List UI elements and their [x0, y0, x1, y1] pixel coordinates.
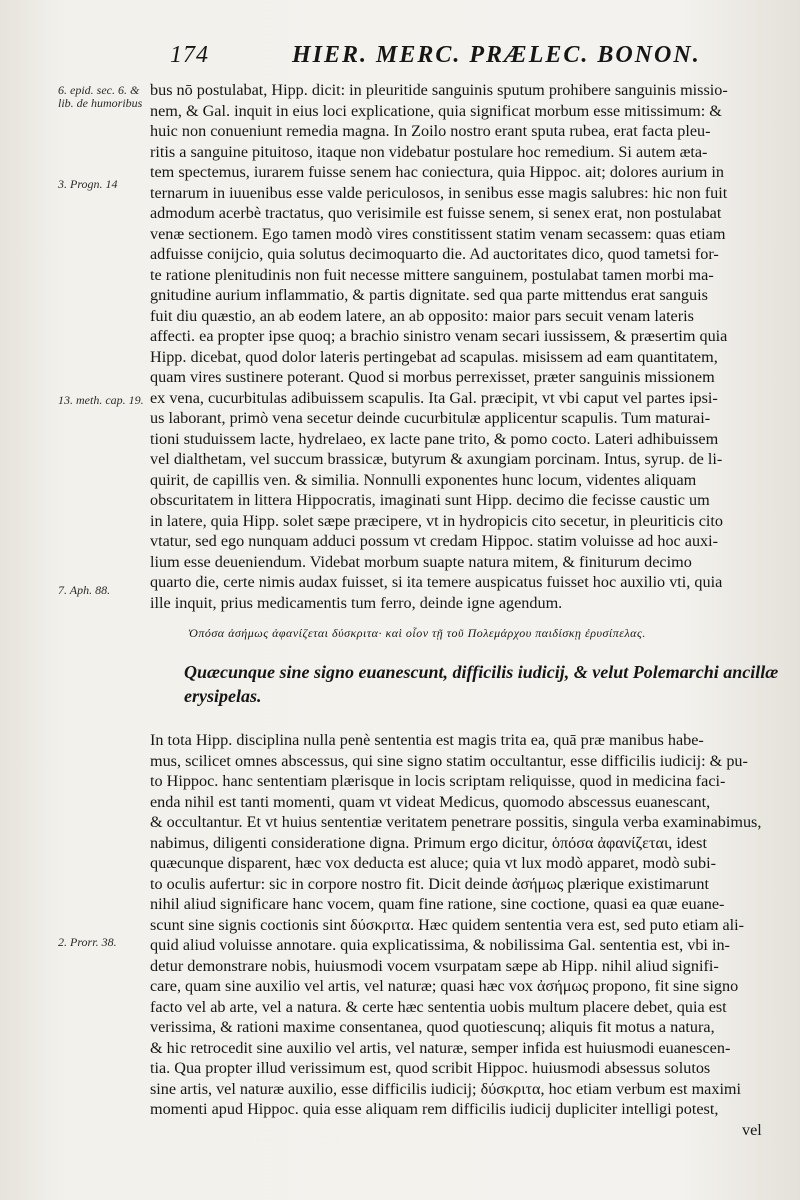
margin-note-progn: 3. Progn. 14 [58, 177, 118, 191]
text-line: & hic retrocedit sine auxilio vel artis, vel naturæ, semper infida est huiusmodi euanescen- [150, 1038, 731, 1057]
greek-aphorism: Ὁπόσα ἀσήμως ἀφανίζεται δύσκριτα· καὶ οἷον τῇ τοῦ Πολεμάρχου παιδίσκῃ ἐρυσίπελας. [188, 626, 646, 640]
text-line: sine artis, vel naturæ auxilio, esse difficilis iudicij; δύσκριτα, hoc etiam verbum est maximi [150, 1079, 742, 1098]
text-line: detur demonstrare nobis, huiusmodi vocem vsurpatam sæpe ab Hipp. nihil aliud signifi- [150, 956, 719, 975]
text-line: tia. Qua propter illud verissimum est, quod scribit Hippoc. huiusmodi absessus solutos [150, 1059, 711, 1077]
margin-note-epid: 6. epid. sec. 6. & lib. de humoribus [58, 83, 143, 110]
text-line: nihil aliud significare hanc vocem, quam fine ratione, sine coctione, quasi ea quæ euane- [150, 895, 725, 913]
text-line: momenti apud Hippoc. quia esse aliquam rem difficilis iudicij dupliciter intelligi potest, [150, 1100, 719, 1118]
catchword: vel [742, 1121, 762, 1139]
text-line: admodum acerbè tractatus, quo verisimile est fuisse senem, si senex erat, non postulabat [150, 204, 722, 222]
text-line: ille inquit, prius medicamentis tum ferro, deinde igne agendum. [150, 593, 563, 612]
text-line: ternarum in iuuenibus esse valde periculosos, in senibus esse magis salubres: hic non fuit [150, 183, 728, 202]
text-line: affecti. ea propter ipse quoq; a brachio sinistro venam secari iussissem, & præsertim quia [150, 327, 728, 345]
text-line: obscuritatem in littera Hippocratis, imaginati sunt Hipp. decimo die fecisse caustic um [150, 491, 710, 509]
text-line: nabimus, diligenti consideratione digna. Primum ergo dicitur, ὁπόσα ἀφανίζεται, idest [150, 833, 707, 852]
text-line: adfuisse conijcio, quia solutus decimoquarto die. Ad auctoritates dico, quod tametsi for- [150, 245, 719, 263]
running-head [170, 42, 770, 72]
text-line: quirit, de capillis ven. & similia. Nonnulli exponentes hunc locum, videntes aliquam [150, 470, 697, 489]
text-line: lium esse deueniendum. Videbat morbum suapte natura mitem, & finiturum decimo [150, 552, 692, 571]
text-line: tioni studuissem lacte, hydrelaeo, ex lacte pane trito, & pomo cocto. Lateri adhibuissem [150, 429, 719, 448]
text-line: us laborant, primò vena secetur deinde cucurbitulæ applicentur scapulis. Tum maturai- [150, 409, 711, 427]
margin-note-prorr: 2. Prorr. 38. [58, 935, 117, 949]
text-line: Hipp. dicebat, quod dolor lateris pertingebat ad scapulas. misissem ad eam quantitatem, [150, 347, 718, 366]
text-line: care, quam sine auxilio vel artis, vel naturæ; quasi hæc vox ἀσήμως propono, fit sine signo [150, 977, 739, 995]
text-line: nem, & Gal. inquit in eius loci explicatione, quia significat morbum esse mitissimum: & [150, 101, 722, 120]
commentary-section-1 [150, 80, 772, 613]
margin-note-meth: 13. meth. cap. 19. [58, 393, 144, 407]
text-line: to Hippoc. hanc sententiam plærisque in locis scriptam reliquisse, quod in medicina faci- [150, 772, 726, 790]
text-line: tem spectemus, iurarem fuisse senem hac coniectura, quia Hippoc. ait; dolores aurium in [150, 163, 725, 181]
lemma-line: erysipelas. [184, 686, 262, 706]
text-line: venæ sectionem. Ego tamen modò vires constitissent statim venam secassem: quas etiam [150, 224, 726, 243]
text-line: In tota Hipp. disciplina nulla penè sententia est magis trita ea, quā præ manibus habe- [150, 731, 704, 749]
text-line: quid aliud voluisse annotare. quia explicatissima, & nobilissima Gal. sententia est, vbi in- [150, 936, 730, 954]
text-line: gnitudine aurium inflammatio, & partis dignitate. sed qua parte mittendus erat sanguis [150, 286, 708, 304]
text-line: quarto die, certe nimis audax fuisset, si ita temere auspicatus fuisset hoc auxilio vti, quia [150, 573, 723, 591]
running-title: HIER. MERC. PRÆLEC. BONON. [292, 42, 701, 68]
text-line: te ratione plenitudinis non fuit necesse mittere sanguinem, postulabat tamen morbi ma- [150, 265, 714, 284]
commentary-section-2 [150, 730, 772, 1120]
text-line: to oculis aufertur: sic in corpore nostro fit. Dicit deinde ἀσήμως plærique existimarunt [150, 874, 709, 893]
text-line: quæcunque disparent, hæc vox deducta est aluce; quia vt lux modò apparet, modò subi- [150, 854, 716, 872]
text-line: verissima, & rationi maxime consentanea, quod quotiescunq; aliquis fit motus a natura, [150, 1018, 715, 1036]
text-line: vel dialthetam, vel succum brassicæ, butyrum & axungiam porcinam. Intus, syrup. de li- [150, 450, 723, 468]
lemma-line: Quæcunque sine signo euanescunt, difficilis iudicij, & velut Polemarchi ancillæ [184, 662, 779, 682]
text-line: ritis a sanguine pituitoso, itaque non videbatur postulare hoc remedium. Si autem æta- [150, 142, 708, 161]
text-line: & occultantur. Et vt huius sententiæ veritatem penetrare possitis, singula verba examinabimus, [150, 813, 762, 831]
margin-note-aph: 7. Aph. 88. [58, 583, 111, 597]
text-line: facto vel ab arte, vel a natura. & certe hæc sententia uobis multum placere debet, quia est [150, 997, 727, 1016]
catchword-block [742, 1120, 782, 1141]
text-line: mus, scilicet omnes abscessus, qui sine signo statim occultantur, esse difficilis iudicij: & pu- [150, 751, 748, 770]
text-line: bus nō postulabat, Hipp. dicit: in pleuritide sanguinis sputum prohibere sanguinis missio- [150, 81, 728, 99]
text-line: quam vires sustinere poterant. Quod si morbus perrexisset, præter sanguinis missionem [150, 368, 715, 386]
page-number: 174 [170, 42, 209, 68]
text-line: enda nihil est tanti momenti, quam vt videat Medicus, quomodo abscessus euanescant, [150, 792, 711, 811]
text-line: scunt sine signis coctionis sint δύσκριτα. Hæc quidem sententia vera est, sed puto etiam ali- [150, 915, 745, 934]
text-line: ex vena, cucurbitulas adibuissem scapulis. Ita Gal. præcipit, vt vbi caput vel partes ipsi- [150, 388, 718, 407]
text-line: in latere, quia Hipp. solet sæpe præcipere, vt in hydropicis cito secetur, in pleuriticis cito [150, 511, 723, 530]
text-line: fuit diu quæstio, an ab eodem latere, an ab opposito: maior pars secuit venam lateris [150, 306, 694, 325]
latin-aphorism [184, 660, 784, 708]
text-line: vtatur, sed ego nunquam adduci possum vt credam Hippoc. statim voluisse ad hoc auxi- [150, 532, 719, 550]
text-line: huic non conueniunt remedia magna. In Zoilo nostro erant sputa rubea, erat facta pleu- [150, 122, 711, 140]
